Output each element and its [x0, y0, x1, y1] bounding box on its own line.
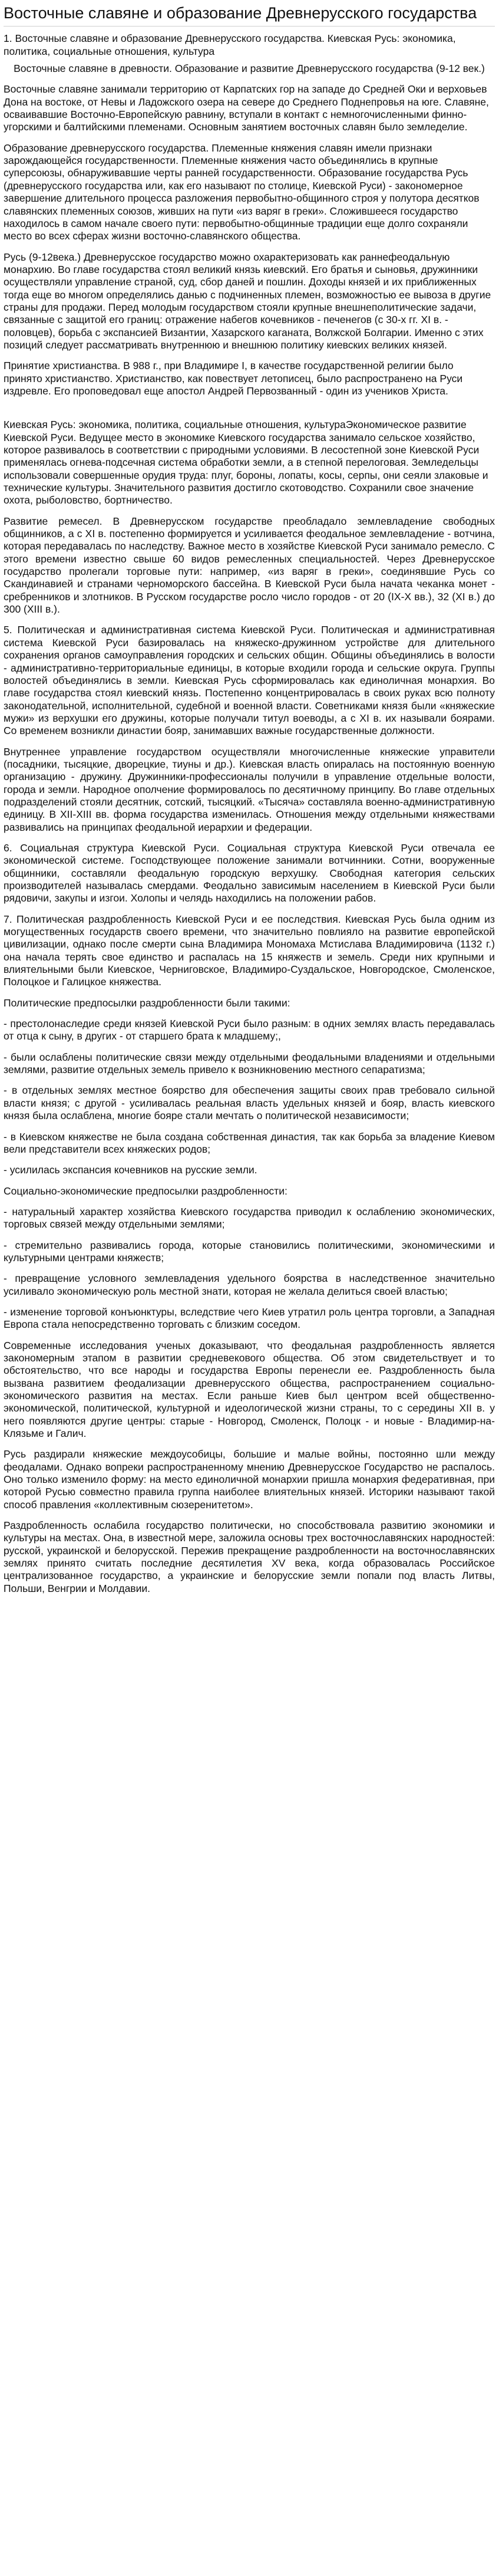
list-item: - в Киевском княжестве не была создана собственная династия, так как борьба за владение Киевом вели представители всех княжеских родов; [4, 1130, 495, 1155]
page-title: Восточные славяне и образование Древнерусского государства [4, 4, 495, 27]
section-subheading: Восточные славяне в древности. Образование и развитие Древнерусского государства (9-12 век.) [14, 62, 485, 75]
paragraph-economy: Киевская Русь: экономика, политика, социальные отношения, культураЭкономическое развитие Киевской Руси. Ведущее место в экономике Киевского государства занимало сельское хозяйство, которое развивалось в соответствии с природными условиями. В лесостепной зоне Киевской Руси применялась огнева-подсечная система обработки земли, а в степной перелоговая. Земледельцы использовали совершенные орудия труда: плуг, бороны, лопаты, косы, серпы, они сеяли злаковые и технические культуры. Значительного развития достигло скотоводство. Сохранили свое значение охота, рыболовство, бортничество. [4, 419, 488, 506]
paragraph-social-structure: 6. Социальная структура Киевской Руси. Социальная структура Киевской Руси отвечала ее экономической системе. Господствующее положение занимали вотчинники. Сотни, вооруженные общинники, составляли феодальную городскую верхушку. Свободная категория сельских производителей называлась смердами. Феодально зависимым населением в Киевской Руси были рядовичи, закупы и изгои. Холопы и челядь находились на положении рабов. [4, 841, 495, 904]
economic-causes-intro: Социально-экономические предпосылки раздробленности: [4, 1185, 287, 1197]
paragraph-internal-governance: Внутреннее управление государством осуществляли многочисленные княжеские управители (посадники, тысяцкие, дворецкие, тиуны и др.). Киевская власть опиралась на постоянную военную организацию - дружину. Дружинники-профессионалы получили в управление отдельные волости, города и земли. Народное ополчение формировалось по десятичному принципу. Во главе отдельных подразделений стояли десятник, сотский, тысяцкий. «Тысяча» составляла военно-административную единицу. В XII-XIII вв. форма государства изменилась. Отношения между отдельными княжествами развивались на принципах феодальной иерархии и федерации. [4, 745, 495, 833]
paragraph-eastern-slavs: Восточные славяне занимали территорию от Карпатских гор на западе до Средней Оки и верховьев Дона на востоке, от Невы и Ладожского озера на севере до Среднего Поднепровья на юге. Славяне, осваивавшие Восточно-Европейскую равнину, вступали в контакт с немногочисленными финно-угорскими и балтийскими племенами. Основным занятием восточных славян было земледелие. [4, 83, 489, 133]
list-item: - стремительно развивались города, которые становились политическими, экономическими и культурными центрами княжеств; [4, 1239, 495, 1264]
paragraph-state-formation: Образование древнерусского государства. Племенные княжения славян имели признаки зарождающейся государственности. Племенные княжения часто объединялись в крупные суперсоюзы, обнаруживавшие черты ранней государственности. Образование государства Русь (древнерусского государства или, как его называют по столице, Киевской Руси) - закономерное завершение длительного процесса разложения первобытно-общинного строя у полутора десятков славянских племенных союзов, живших на пути «из варяг в греки». Сложившееся государство находилось в самом начале своего пути: первобытно-общинные традиции еще долго сохраняли место во всех сферах жизни восточно-славянского общества. [4, 142, 480, 242]
paragraph-closing-consequences: Раздробленность ослабила государство политически, но способствовала развитию экономики и культуры на местах. Она, в известной мере, заложила основы трех восточнославянских народностей: русской, украинской и белорусской. Пережив прекращение раздробленности на восточнославянских землях принято считать последние десятилетия XV века, когда образовалась Российское централизованное государство, а украинские и белорусские земли попали под власть Литвы, Польши, Венгрии и Молдавии. [4, 1519, 495, 1594]
list-item: - были ослаблены политические связи между отдельными феодальными владениями и отдельными землями, развитие отдельных земель привело к возникновению местного сепаратизма; [4, 1051, 495, 1076]
list-item: - усилилась экспансия кочевников на русские земли. [4, 1164, 257, 1176]
paragraph-closing-federation: Русь раздирали княжеские междоусобицы, большие и малые войны, постоянно шли между феодалами. Однако вопреки распространенному мнению Древнерусское Государство не распалось. Оно только изменило форму: на место единоличной монархии пришла монархия федеративная, при которой Русью совместно правила группа наиболее влиятельных князей. Историки называют такой способ правления «коллективным сюзеренитетом». [4, 1448, 495, 1511]
paragraph-closing-research: Современные исследования ученых доказывают, что феодальная раздробленность является закономерным этапом в развитии средневекового общества. Об этом свидетельствует и то обстоятельство, что все народы и государства Европы перенесли ее. Раздробленность была вызвана развитием феодализации древнерусского общества, распространением социально-экономического развития на местах. Если раньше Киев был центром всей общественно-экономической, политической, культурной и идеологической жизни страны, то с середины XII в. у него появляются другие центры: старые - Новгород, Смоленск, Полоцк - и новые - Владимир-на-Клязьме и Галич. [4, 1339, 495, 1440]
section-heading: 1. Восточные славяне и образование Древнерусского государства. Киевская Русь: экономика, политика, социальные отношения, культура [4, 32, 456, 57]
paragraph-crafts: Развитие ремесел. В Древнерусском государстве преобладало землевладение свободных общинников, а с XI в. постепенно формируется и усиливается феодальное землевладение - вотчина, которая передавалась по наследству. Важное место в хозяйстве Киевской Руси занимало ремесло. С этого времени известно свыше 60 видов ремесленных специальностей. Через Древнерусское государство пролегали торговые пути: например, «из варяг в греки», соединявшие Русь со Скандинавией и странами черноморского бассейна. В Киевской Руси была начата чеканка монет - сребренников и злотников. В Русском государстве росло число городов - от 20 (IX-X вв.), 32 (XI в.) до 300 (XIII в.). [4, 515, 495, 616]
political-causes-intro: Политические предпосылки раздробленности были такими: [4, 996, 290, 1009]
blank-gap [4, 406, 495, 419]
paragraph-rus-monarchy: Русь (9-12века.) Древнерусское государство можно охарактеризовать как раннефеодальную монархию. Во главе государства стоял великий князь киевский. Его братья и сыновья, дружинники осуществляли управление страной, суд, сбор даней и пошлин. Доходы князей и их приближенных тогда еще во многом определялись данью с подчиненных племен, возможностью ее вывоза в другие страны для продажи. Перед молодым государством стояли крупные внешнеполитические задачи, связанные с защитой его границ: отражение набегов кочевников - печенегов (с 30-х гг. XI в. - половцев), борьба с экспансией Византии, Хазарского каганата, Волжской Болгарии. Именно с этих позиций следует рассматривать внутреннюю и внешнюю политику киевских великих князей. [4, 251, 491, 351]
list-item: - изменение торговой конъюнктуры, вследствие чего Киев утратил роль центра торговли, а Западная Европа стала непосредственно торговать с близким соседом. [4, 1305, 495, 1331]
list-item: - превращение условного землевладения удельного боярства в наследственное значительно усиливало экономическую роль местной знати, которая не желала делиться своей властью; [4, 1272, 495, 1297]
paragraph-christianity: Принятие христианства. В 988 г., при Владимире I, в качестве государственной религии было принято христианство. Христианство, как повествует летописец, было распространено на Руси издревле. Его проповедовал еще апостол Андрей Первозванный - один из учеников Христа. [4, 360, 463, 397]
paragraph-political-system: 5. Политическая и административная система Киевской Руси. Политическая и административная система Киевской Руси базировалась на княжеско-дружинном устройстве для длительного сохранения органов самоуправления городских и сельских общин. Общины объединялись в волости - административно-территориальные единицы, в которые входили города и сельские округа. Группы волостей объединялись в земли. Киевская Русь сформировалась как единоличная монархия. Во главе государства стоял киевский князь. Постепенно концентрировалась в своих руках всю полноту законодательной, исполнительной, судебной и военной власти. Советниками князя были «княжеские мужи» из верхушки его дружины, которые получали титул воеводы, а с XI в. их называли боярами. Со временем возникли династии бояр, занимавших важные государственные должности. [4, 624, 495, 737]
list-item: - престолонаследие среди князей Киевской Руси было разным: в одних землях власть передавалась от отца к сыну, в других - от старшего брата к младшему;, [4, 1018, 495, 1042]
paragraph-fragmentation: 7. Политическая раздробленность Киевской Руси и ее последствия. Киевская Русь была одним из могущественных государств своего времени, что значительно повлияло на развитие европейской цивилизации, однако после смерти сына Владимира Мономаха Мстислава Владимировича (1132 г.) она начала терять свое единство и распалась на 15 княжеств и земель. Среди них крупными и влиятельными были Киевское, Черниговское, Владимиро-Суздальское, Новгородское, Смоленское, Полоцкое и Галицкое княжества. [4, 913, 495, 988]
list-item: - в отдельных землях местное боярство для обеспечения защиты своих прав требовало сильной власти князя; с другой - усиливалась реальная власть удельных князей и бояр, власть киевского князя была ослаблена, многие бояре стали мечтать о политической независимости; [4, 1084, 495, 1122]
list-item: - натуральный характер хозяйства Киевского государства приводил к ослаблению экономических, торговых связей между отдельными землями; [4, 1205, 495, 1231]
